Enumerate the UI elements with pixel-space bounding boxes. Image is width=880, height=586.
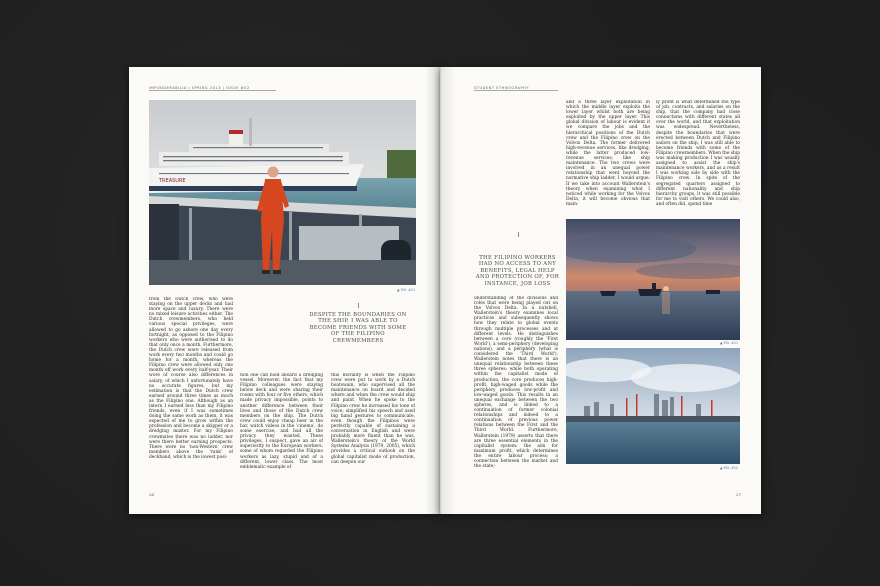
right-photo-1-caption: ▲ FIG. #11 (720, 341, 739, 345)
left-body-column-3: this morality is when the Filipino crew were put to work by a Dutch boatswain, who supervised all the maintenance on board and decided where and when the crew would ship and paint. When he spoke to the Filipino crew he increased his tone of voice, simplified his speech and used big hand gestures to communicate, even though the Filipinos were perfectly capable of sustaining a conversation in English and were probably more fluent than he was. Wallerstein's theory of the World Systems Analysis (1979, 2005), which provides a critical outlook on the global capitalist mode of production, can deepen our (331, 373, 415, 465)
right-photo-2-caption: ▲ FIG. #12 (720, 466, 739, 470)
caption-icon: ▲ (397, 288, 400, 292)
left-header-rule (149, 90, 276, 91)
harbour-skyline-photo (566, 348, 740, 464)
right-body-column-3: understanding of the divisions and roles that were being played out on the Volvox Delta. In a nutshell, Wallerstein's theory examines local practices and subsequently shows how they relate to global events through multiple processes and at different levels. He distinguishes between a core (roughly the 'First World'), a semi-periphery (developing nations), and a periphery (what is considered the 'Third World'). Wallerstein notes that there is an unequal relationship between these three spheres: while both operating within the capitalist mode of production, the core produces high-profit, high-waged goods while the periphery produces low-profit and low-waged goods. This results in an unequal exchange between the two spheres, and is linked to a continuation of former colonial relationships and indeed to a continuation of previous power relations between the First and the Third World. Furthermore, Wallerstein (1979) asserts that there are three essential elements in the capitalist system: the aim for maximum profit, which determines the entire labour process; a connection between the market and the state; (474, 296, 558, 468)
pull-quote-mark (518, 232, 519, 237)
left-pull-quote: DESPITE THE BOUNDARIES ON THE SHIP, I WAS ABLE TO BECOME FRIENDS WITH SOME OF THE FILIPINO CREWMEMBERS (306, 312, 410, 344)
caption-icon: ▲ (720, 341, 723, 345)
left-photo-caption: ▲ FIG. #11 (397, 288, 416, 292)
right-running-head: STUDENT ETHNOGRAPHY (474, 86, 530, 90)
left-running-head: IMPONDERABILIA | SPRING 2013 | ISSUE #02 (149, 86, 250, 90)
sunset-photo-illustration (566, 219, 740, 340)
right-body-column-2: ly profit is what determined the type of job, contracts, and salaries on the ship, that the company had close connections with different states all over the world, and that exploitation was widespread. Nevertheless, despite the boundaries that were erected between Dutch and Filipino sailors on the ship, I was still able to become friends with some of the Filipino crewmembers. When the ship was making production I was usually assigned to assist the ship's maintenance workers, and as a result I was working side by side with the Filipino crew. In spite of the segregated quarters assigned to different nationality and ship hierarchy groups, it was still possible for me to visit others. We could also, and often did, spend time (656, 100, 740, 207)
sunset-ships-photo (566, 219, 740, 340)
pull-quote-mark (358, 303, 359, 308)
sailor-on-deck-photo (149, 100, 416, 285)
left-page-number: 26 (149, 492, 155, 497)
ship-name: TREASURE (159, 178, 186, 184)
left-body-column-2: tion one can hold aboard a dredging vessel. Moreover, the fact that my Filipino colleagues were staying below deck and were sharing their rooms with four or five others, which made privacy impossible, points to another difference between their lives and those of the Dutch crew members on the ship. The Dutch crew could enjoy cheap beer in the bar, watch videos in the 'cinema', do some exercise, and had all the privacy they wanted. These privileges, I suspect, gave an air of superiority to the European workers, some of whom regarded the Filipino workers as lazy, stupid and of a different, lower class. The most emblematic example of (240, 373, 323, 470)
right-page-number: 27 (736, 492, 742, 497)
left-body-column-1: from the Dutch crew, who were staying on the upper decks and had more space and luxury. There were no mixed leisure activities either. The Dutch crewmembers, who held various special privileges, were allowed to go ashore one day every fortnight, as opposed to the Filipino workers who were authorised to do that only once a month. Furthermore, the Dutch crew were released from work every two months and could go home for a month, whereas the Filipino crew were allowed only one month off work every half-year. Their wore of course also differences in salary, of which I unfortunately have no accurate figures, but my estimation is that the Dutch crew earned around three times as much as the Filipino one. Although as an intern I earned less than my Filipino friends, even if I was sometimes doing the same work as them, it was expected of me to grow within the profession and become a skipper or a dredging master. For my Filipino crewmates there was no ladder, nor were there better earning prospects. There were no 'non-Western' crew members above the 'rank' of deckhand, which is the lowest posi- (149, 297, 233, 460)
skyline-photo-illustration (566, 348, 740, 464)
right-header-rule (474, 90, 558, 91)
sailor-photo-illustration (149, 100, 416, 285)
right-body-column-1: and a three layer exploitation in which the middle layer exploits the lower layer whilst both are being exploited by the upper layer. This global division of labour is evident if we compare the jobs and the hierarchical positions of the Dutch crew and the Filipino crew on the Volvox Delta. The former delivered high-revenue services, like dredging, while the latter produced low-revenue services, like ship maintenance. The two crews were involved in an unequal power relationship that went beyond the normative ship ladder, I would argue. If we take into account Wallerstein's theory when examining what I noticed while working for the Volvox Delta, it will become obvious that main- (566, 100, 650, 207)
caption-icon: ▲ (720, 466, 723, 470)
right-pull-quote: THE FILIPINO WORKERS HAD NO ACCESS TO ANY BENEFITS, LEGAL HELP AND PROTECTION OF, FOR INSTANCE, JOB LOSS (475, 255, 560, 287)
